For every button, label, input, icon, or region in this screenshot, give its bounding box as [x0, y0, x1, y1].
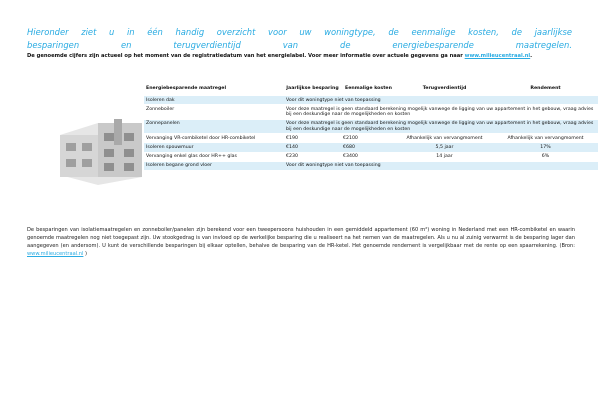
explanation-paragraph: [27, 226, 575, 258]
table-row: [144, 143, 598, 152]
header-measure: Energiebesparende maatregel: [146, 86, 227, 91]
header-savings: Jaarlijkse besparing: [286, 86, 339, 91]
intro-line-1: Hieronder ziet u in één handig overzicht voor uw woningtype, de eenmalige kosten, de jaarlijkse: [27, 27, 572, 37]
table-row: [144, 134, 598, 143]
header-cost: Eenmalige kosten: [345, 86, 392, 91]
merged-cell: Voor dit woningtype niet van toepassing: [284, 161, 598, 170]
table-header: [144, 85, 598, 96]
data-note: [27, 53, 587, 60]
savings-cell: €140: [284, 143, 341, 152]
yield-cell: 6%: [493, 152, 598, 161]
yield-cell: 17%: [493, 143, 598, 152]
apartment-illustration: [58, 117, 144, 187]
cost-cell: €2100: [341, 134, 396, 143]
merged-cell: Voor deze maatregel is geen standaard berekening mogelijk vanwege de ligging van uw appartement in het gebouw, vraag advies bij een deskundige naar de mogelijkheden en kosten: [284, 105, 598, 119]
source-link[interactable]: www.milieucentraal.nl: [27, 251, 84, 257]
explanation-text: De besparingen van isolatiemaatregelen en zonneboiler/panelen zijn berekend voor een tweepersoons huishouden in een gemiddeld appartement (60 m²) woning in Nederland met een HR-combiketel en waarin genoemde maatregelen nog niet toegepast zijn. Uw stookgedrag is van invloed op de werkelijke besparing die u realiseert na het nemen van de maatregelen. Als u nu al zuinig verwarmt is de besparing lager dan aangegeven (en andersom). U kunt de verschillende besparingen bij elkaar optellen, behalve de besparing van de HR-ketel. Het genoemde rendement is vergelijkbaar met de rente op een spaarrekening. (Bron:: [27, 227, 575, 249]
measure-cell: Isoleren begane grond vloer: [144, 161, 284, 170]
intro-text: [27, 26, 572, 52]
table-row: [144, 105, 598, 119]
note-suffix: .: [530, 53, 533, 59]
header-payback: Terugverdientijd: [422, 86, 467, 91]
measure-cell: Vervanging VR-combiketel door HR-combiketel: [144, 134, 284, 143]
measure-cell: Zonneboiler: [144, 105, 284, 119]
cost-cell: €680: [341, 143, 396, 152]
table-row: [144, 96, 598, 105]
explanation-suffix: ): [83, 251, 88, 257]
measure-cell: Vervanging enkel glas door HR++ glas: [144, 152, 284, 161]
measure-cell: Isoleren spouwmuur: [144, 143, 284, 152]
yield-cell: Afhankelijk van vervangmoment: [493, 134, 598, 143]
cost-cell: €3400: [341, 152, 396, 161]
measures-table: [144, 85, 598, 170]
merged-cell: Voor dit woningtype niet van toepassing: [284, 96, 598, 105]
payback-cell: 14 jaar: [396, 152, 493, 161]
payback-cell: Afhankelijk van vervangmoment: [396, 134, 493, 143]
merged-cell: Voor deze maatregel is geen standaard berekening mogelijk vanwege de ligging van uw appartement in het gebouw, vraag advies bij een deskundige naar de mogelijkheden en kosten: [284, 119, 598, 133]
note-link[interactable]: www.milieucentraal.nl: [464, 53, 531, 59]
header-yield: Rendement: [530, 86, 561, 91]
table-row: [144, 161, 598, 170]
measure-cell: Zonnepanelen: [144, 119, 284, 133]
note-text: De genoemde cijfers zijn actueel op het moment van de registratiedatum van het energielabel. Voor meer informatie over actuele gegevens ga naar: [27, 53, 465, 59]
payback-cell: 5,5 jaar: [396, 143, 493, 152]
measure-cell: Isoleren dak: [144, 96, 284, 105]
savings-cell: €230: [284, 152, 341, 161]
savings-cell: €190: [284, 134, 341, 143]
intro-line-2: besparingen en terugverdientijd van de energiebesparende maatregelen.: [27, 40, 572, 50]
table-row: [144, 119, 598, 133]
table-row: [144, 152, 598, 161]
